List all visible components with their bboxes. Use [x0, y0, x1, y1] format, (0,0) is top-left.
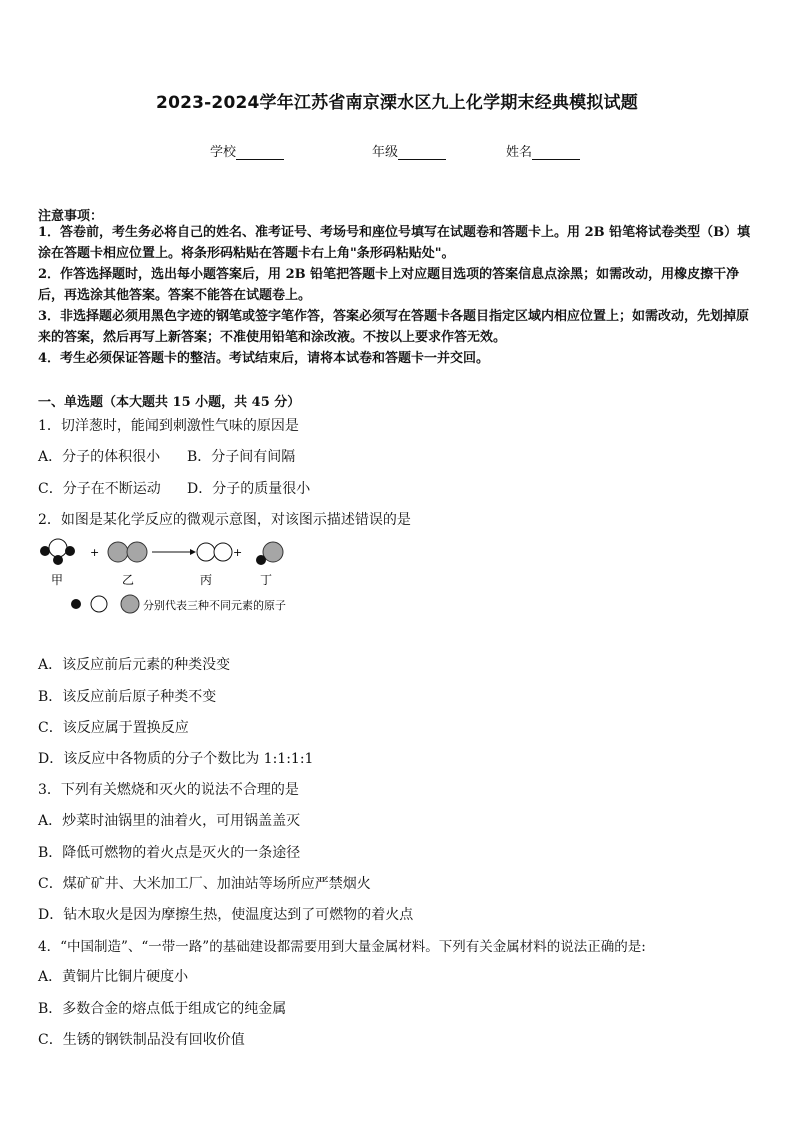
q3-option-b: B．降低可燃物的着火点是灭火的一条途径: [38, 845, 301, 861]
label-ding: 丁: [259, 573, 273, 587]
q3-stem: 3．下列有关燃烧和灭火的说法不合理的是: [38, 782, 299, 798]
white-atom: [197, 543, 215, 561]
school-blank: [236, 145, 284, 160]
molecule-jia: [40, 539, 75, 565]
plus-sign: +: [90, 546, 100, 559]
notice-item-1: 1．答卷前，考生务必将自己的姓名、准考证号、考场号和座位号填写在试题卷和答题卡上。用 2B 铅笔将试卷类型（B）填涂在答题卡相应位置上。将条形码粘贴在答题卡右上角"条形码粘贴处"。: [38, 225, 751, 261]
white-atom: [214, 543, 232, 561]
reaction-arrow-icon: [152, 549, 196, 555]
legend-text: 分别代表三种不同元素的原子: [143, 599, 286, 612]
notice-item-2: 2．作答选择题时，选出每小题答案后，用 2B 铅笔把答题卡上对应题目选项的答案信息点涂黑；如需改动，用橡皮擦干净后，再选涂其他答案。答案不能答在试题卷上。: [38, 267, 740, 303]
q3-option-c: C．煤矿矿井、大米加工厂、加油站等场所应严禁烟火: [38, 876, 371, 892]
grade-blank: [398, 145, 446, 160]
notice-item-4: 4．考生必须保证答题卡的整洁。考试结束后，请将本试卷和答题卡一并交回。: [38, 351, 490, 366]
molecule-ding: [256, 542, 283, 565]
section-heading: 一、单选题（本大题共 15 小题，共 45 分）: [38, 395, 301, 410]
notice-heading: 注意事项：: [38, 209, 104, 224]
q2-option-d: D．该反应中各物质的分子个数比为 1:1:1:1: [38, 751, 314, 767]
q4-stem: 4．“中国制造”、“一带一路”的基础建设都需要用到大量金属材料。下列有关金属材料的说法正确的是:: [38, 939, 646, 955]
black-atom: [40, 546, 50, 556]
grade-field: [372, 141, 446, 160]
gray-atom: [108, 542, 128, 562]
q2-option-a: A．该反应前后元素的种类没变: [38, 657, 231, 673]
legend-white-atom: [91, 596, 107, 612]
black-atom: [256, 555, 266, 565]
q1-option-b: B．分子间有间隔: [187, 449, 296, 465]
label-jia: 甲: [50, 573, 64, 587]
q2-option-b: B．该反应前后原子种类不变: [38, 689, 217, 705]
q1-stem: 1．切洋葱时，能闻到刺激性气味的原因是: [38, 418, 299, 434]
label-yi: 乙: [121, 573, 135, 587]
grade-label: 年级: [372, 145, 399, 160]
q2-stem: 2．如图是某化学反应的微观示意图，对该图示描述错误的是: [38, 512, 411, 528]
school-label: 学校: [210, 145, 237, 160]
q4-option-b: B．多数合金的熔点低于组成它的纯金属: [38, 1001, 287, 1017]
molecule-yi: [108, 542, 147, 562]
q1-option-a: A．分子的体积很小: [38, 449, 161, 465]
reaction-diagram: [30, 535, 330, 625]
q4-option-c: C．生锈的钢铁制品没有回收价值: [38, 1032, 245, 1048]
name-field: [506, 141, 580, 160]
legend-gray-atom: [121, 595, 139, 613]
q1-option-d: D．分子的质量很小: [187, 481, 311, 497]
notice-item-3: 3．非选择题必须用黑色字迹的钢笔或签字笔作答，答案必须写在答题卡各题目指定区域内相应位置上；如需改动，先划掉原来的答案，然后再写上新答案；不准使用铅笔和涂改液。不按以上要求作答无效。: [38, 309, 750, 345]
q4-option-a: A．黄铜片比铜片硬度小: [38, 969, 189, 985]
molecule-bing: [197, 543, 232, 561]
legend-black-atom: [71, 599, 81, 609]
name-label: 姓名: [506, 145, 533, 160]
q3-option-a: A．炒菜时油锅里的油着火，可用锅盖盖灭: [38, 813, 301, 829]
black-atom: [53, 555, 63, 565]
gray-atom: [263, 542, 283, 562]
page-title: 2023-2024学年江苏省南京溧水区九上化学期末经典模拟试题: [156, 93, 638, 113]
black-atom: [65, 546, 75, 556]
white-atom: [49, 539, 67, 557]
school-field: [210, 141, 284, 160]
label-bing: 丙: [199, 573, 213, 587]
name-blank: [532, 145, 580, 160]
q3-option-d: D．钻木取火是因为摩擦生热，使温度达到了可燃物的着火点: [38, 907, 414, 923]
gray-atom: [127, 542, 147, 562]
plus-sign: +: [233, 546, 243, 559]
q1-option-c: C．分子在不断运动: [38, 481, 161, 497]
q2-option-c: C．该反应属于置换反应: [38, 720, 189, 736]
